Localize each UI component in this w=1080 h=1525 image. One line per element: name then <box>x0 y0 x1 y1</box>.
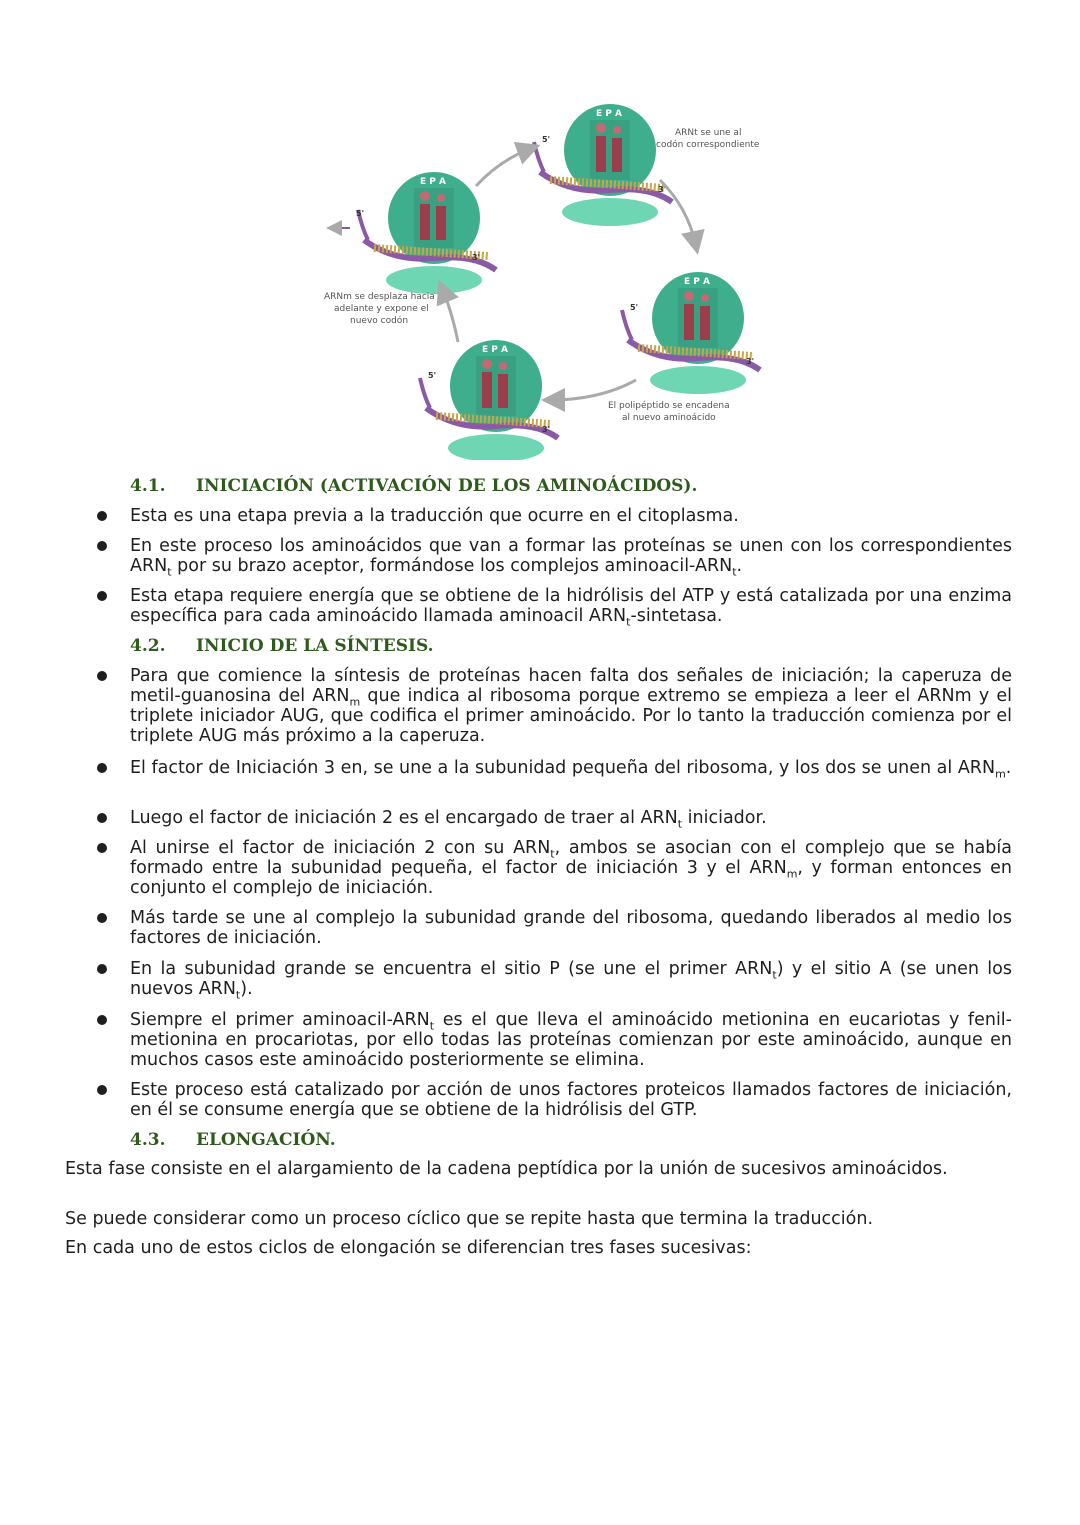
translation-cycle-diagram <box>300 90 780 460</box>
sites-label-4: E P A <box>420 177 446 187</box>
cycle-arrow-4 <box>442 288 458 342</box>
s42-bullet-7: Siempre el primer aminoacil-$ARN_t$ es el que lleva el aminoácido metionina en eucariotas y fenil-metionina en procariotas, por ello todas las proteínas comienzan por este aminoácido, aunque en muchos casos este aminoácido posteriormente se elimina. <box>130 1010 1012 1070</box>
s42-bullet-3: Luego el factor de iniciación 2 es el encargado de traer al $ARN_t$ iniciador. <box>130 808 767 831</box>
s42-bullet-5: Más tarde se une al complejo la subunidad grande del ribosoma, quedando liberados al medio los factores de iniciación. <box>130 908 1012 948</box>
heading-4-3-number: 4.3. <box>130 1130 166 1150</box>
s42-bullet-1: Para que comience la síntesis de proteínas hacen falta dos señales de iniciación; la caperuza de metil-guanosina del $ARN_m$ que indica al ribosoma porque extremo se empieza a leer el ARNm y el triplete iniciador AUG, que codifica el primer aminoácido. Por lo tanto la traducción comienza por el triplete AUG más próximo a la caperuza. <box>130 666 1012 746</box>
five-prime-4: 5' <box>356 209 365 218</box>
ribosome-stage-1 <box>534 104 672 226</box>
label-mrna-line-2: adelante y expone el <box>334 304 429 314</box>
label-poly-line-1: El polipéptido se encadena <box>608 401 730 411</box>
five-prime-1: 5' <box>542 135 551 144</box>
heading-4-3 <box>130 1130 336 1150</box>
heading-4-2 <box>130 636 434 656</box>
sites-label-2: E P A <box>684 277 710 287</box>
ribosome-stage-3 <box>420 340 558 460</box>
s43-paragraph-3: En cada uno de estos ciclos de elongación se diferencian tres fases sucesivas: <box>65 1238 752 1258</box>
three-prime-1: 3' <box>658 185 667 194</box>
sites-label-3: E P A <box>482 345 508 355</box>
label-trna-line-2: codón correspondiente <box>656 140 760 150</box>
five-prime-3: 5' <box>428 371 437 380</box>
s41-bullet-2: En este proceso los aminoácidos que van a formar las proteínas se unen con los correspondientes $ARN_t$ por su brazo aceptor, formándose los complejos aminoacil-$ARN_t$. <box>130 536 1012 579</box>
s43-paragraph-2: Se puede considerar como un proceso cíclico que se repite hasta que termina la traducción. <box>65 1209 874 1229</box>
s42-bullet-2: El factor de Iniciación 3 en, se une a la subunidad pequeña del ribosoma, y los dos se unen al $ARN_m$. <box>130 758 1012 781</box>
heading-4-2-title: INICIO DE LA SÍNTESIS. <box>196 636 434 656</box>
label-mrna-line-3: nuevo codón <box>350 316 409 326</box>
heading-4-1 <box>130 476 697 496</box>
s42-bullet-8: Este proceso está catalizado por acción de unos factores proteicos llamados factores de iniciación, en él se consume energía que se obtiene de la hidrólisis del GTP. <box>130 1080 1012 1120</box>
cycle-arrow-1 <box>476 148 532 186</box>
bullet-dot <box>97 1085 107 1095</box>
s41-bullet-1: Esta es una etapa previa a la traducción que ocurre en el citoplasma. <box>130 506 739 526</box>
heading-4-3-title: ELONGACIÓN. <box>196 1130 336 1150</box>
heading-4-1-number: 4.1. <box>130 476 166 496</box>
bullet-dot <box>97 591 107 601</box>
bullet-dot <box>97 843 107 853</box>
label-trna-line-1: ARNt se une al <box>675 128 742 138</box>
label-mrna-line-1: ARNm se desplaza hacia <box>324 292 435 302</box>
heading-4-2-number: 4.2. <box>130 636 166 656</box>
label-poly-line-2: al nuevo aminoácido <box>622 413 716 423</box>
three-prime-3: 3' <box>542 425 551 434</box>
bullet-dot <box>97 913 107 923</box>
bullet-dot <box>97 541 107 551</box>
bullet-dot <box>97 964 107 974</box>
s43-paragraph-1: Esta fase consiste en el alargamiento de la cadena peptídica por la unión de sucesivos aminoácidos. <box>65 1159 948 1179</box>
three-prime-4: 3' <box>472 253 481 262</box>
s42-bullet-4: Al unirse el factor de iniciación 2 con su $ARN_t$, ambos se asocian con el complejo que se había formado entre la subunidad pequeña, el factor de iniciación 3 y el $ARN_m$, y forman entonces en conjunto el complejo de iniciación. <box>130 838 1012 898</box>
five-prime-2: 5' <box>630 303 639 312</box>
bullet-dot <box>97 671 107 681</box>
three-prime-2: 3' <box>746 357 755 366</box>
s41-bullet-3: Esta etapa requiere energía que se obtiene de la hidrólisis del ATP y está catalizada por una enzima específica para cada aminoácido llamada aminoacil $ARN_t$-sintetasa. <box>130 586 1012 629</box>
bullet-dot <box>97 511 107 521</box>
bullet-dot <box>97 813 107 823</box>
heading-4-1-title: INICIACIÓN (ACTIVACIÓN DE LOS AMINOÁCIDOS). <box>196 476 698 496</box>
cycle-arrow-3 <box>550 380 636 400</box>
ribosome-stage-2 <box>622 272 760 394</box>
sites-label-1: E P A <box>596 109 622 119</box>
ribosome-stage-4 <box>332 172 496 294</box>
bullet-dot <box>97 763 107 773</box>
s42-bullet-6: En la subunidad grande se encuentra el sitio P (se une el primer $ARN_t$) y el sitio A (se unen los nuevos $ARN_t$). <box>130 959 1012 1002</box>
bullet-dot <box>97 1015 107 1025</box>
